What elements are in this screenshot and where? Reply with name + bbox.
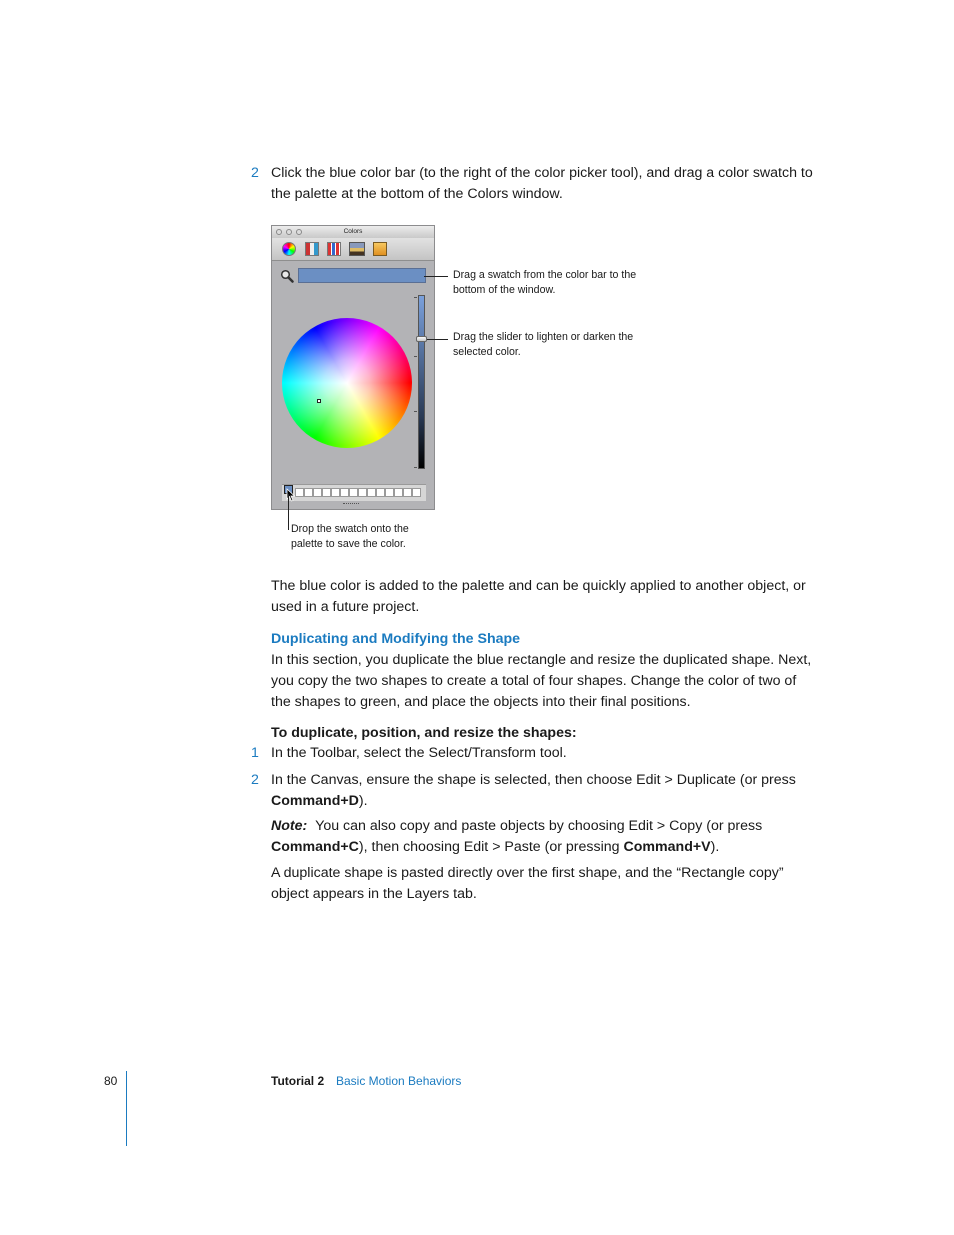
step-text-fragment: ). [358, 793, 368, 809]
brightness-slider-thumb[interactable] [416, 336, 427, 342]
section-intro [271, 650, 831, 713]
palette-cell[interactable] [340, 488, 349, 497]
callout-line-text: palette to save the color. [291, 538, 406, 550]
shortcut-text: Command+V [623, 839, 711, 855]
brightness-slider-track[interactable] [418, 295, 425, 469]
callout-leader-line [427, 339, 448, 340]
note-line [271, 837, 831, 858]
page-number: 80 [104, 1074, 118, 1088]
paragraph-line: In this section, you duplicate the blue rectangle and resize the duplicated shape. Next, [271, 652, 812, 668]
note-text: ), then choosing Edit > Paste (or pressing [358, 839, 620, 855]
footer-rule [126, 1071, 127, 1146]
magnifier-icon[interactable] [280, 269, 294, 283]
callout-leader-line [424, 276, 448, 277]
callout-line-text: Drag the slider to lighten or darken the [453, 331, 634, 343]
palette-cell[interactable] [358, 488, 367, 497]
shortcut-text: Command+C [271, 839, 359, 855]
callout-drop-swatch [291, 522, 471, 552]
palette-cell[interactable] [304, 488, 313, 497]
paragraph-line: the shapes to green, and place the objects into their final positions. [271, 694, 691, 710]
callout-line-text: Drag a swatch from the color bar to the [453, 269, 637, 281]
task-title: To duplicate, position, and resize the shapes: [271, 725, 577, 741]
slider-tick [414, 411, 417, 412]
palette-cell[interactable] [295, 488, 304, 497]
note-label: Note: [271, 818, 308, 834]
step-text [271, 770, 831, 812]
callout-line-text: Drop the swatch onto the [291, 523, 409, 535]
step-text [271, 163, 831, 205]
color-wheel[interactable] [282, 318, 412, 448]
resize-grip[interactable] [343, 503, 359, 507]
paragraph-line: used in a future project. [271, 599, 420, 615]
colors-window [271, 225, 435, 510]
step-number: 1 [251, 745, 259, 761]
palette-cell[interactable] [322, 488, 331, 497]
slider-tick [414, 297, 417, 298]
step-text-line [271, 791, 831, 812]
palette-cell[interactable] [331, 488, 340, 497]
paragraph-line: you copy the two shapes to create a total of four shapes. Change the color of two of [271, 673, 797, 689]
palette-cell[interactable] [376, 488, 385, 497]
palette-cell[interactable] [403, 488, 412, 497]
step-text: In the Toolbar, select the Select/Transform tool. [271, 745, 567, 761]
selected-color-bar[interactable] [298, 268, 426, 283]
note-line [271, 816, 831, 837]
shortcut-text: Command+D [271, 793, 359, 809]
callout-drag-swatch [453, 268, 673, 298]
step-text-line: In the Canvas, ensure the shape is selected, then choose Edit > Duplicate (or press [271, 772, 796, 788]
step-number: 2 [251, 165, 259, 181]
step-number: 2 [251, 772, 259, 788]
note-text: You can also copy and paste objects by choosing Edit > Copy (or press [315, 818, 763, 834]
crayons-tab-icon[interactable] [373, 242, 387, 256]
palette-cell[interactable] [367, 488, 376, 497]
palette-cell[interactable] [349, 488, 358, 497]
window-title: Colors [343, 228, 363, 235]
section-heading: Duplicating and Modifying the Shape [271, 631, 521, 647]
result-paragraph [271, 576, 831, 618]
callout-line-text: bottom of the window. [453, 284, 556, 296]
palette-cell[interactable] [313, 488, 322, 497]
paragraph-line: object appears in the Layers tab. [271, 886, 477, 902]
palette-cell[interactable] [412, 488, 421, 497]
palette-cell[interactable] [394, 488, 403, 497]
slider-tick [414, 467, 417, 468]
callout-line-text: selected color. [453, 346, 521, 358]
note-text: ). [710, 839, 720, 855]
paragraph-line: The blue color is added to the palette and can be quickly applied to another object, or [271, 578, 806, 594]
footer-chapter: Tutorial 2 [271, 1074, 325, 1088]
footer-chapter-title: Basic Motion Behaviors [336, 1074, 462, 1088]
step-text-line: the palette at the bottom of the Colors window. [271, 186, 563, 202]
note [271, 816, 831, 858]
result-paragraph [271, 863, 831, 905]
slider-tick [414, 356, 417, 357]
paragraph-line: A duplicate shape is pasted directly over the first shape, and the “Rectangle copy” [271, 865, 784, 881]
palette-cell[interactable] [385, 488, 394, 497]
color-wheel-cursor[interactable] [317, 399, 321, 403]
callout-leader-line [288, 494, 289, 530]
color-wheel-tab-icon[interactable] [282, 242, 296, 256]
color-sliders-tab-icon[interactable] [305, 242, 319, 256]
callout-slider [453, 330, 673, 360]
colors-toolbar [272, 238, 434, 261]
step-text-line: Click the blue color bar (to the right of the color picker tool), and drag a color swatch to [271, 165, 813, 181]
image-palettes-tab-icon[interactable] [349, 242, 365, 256]
color-palettes-tab-icon[interactable] [327, 242, 341, 256]
